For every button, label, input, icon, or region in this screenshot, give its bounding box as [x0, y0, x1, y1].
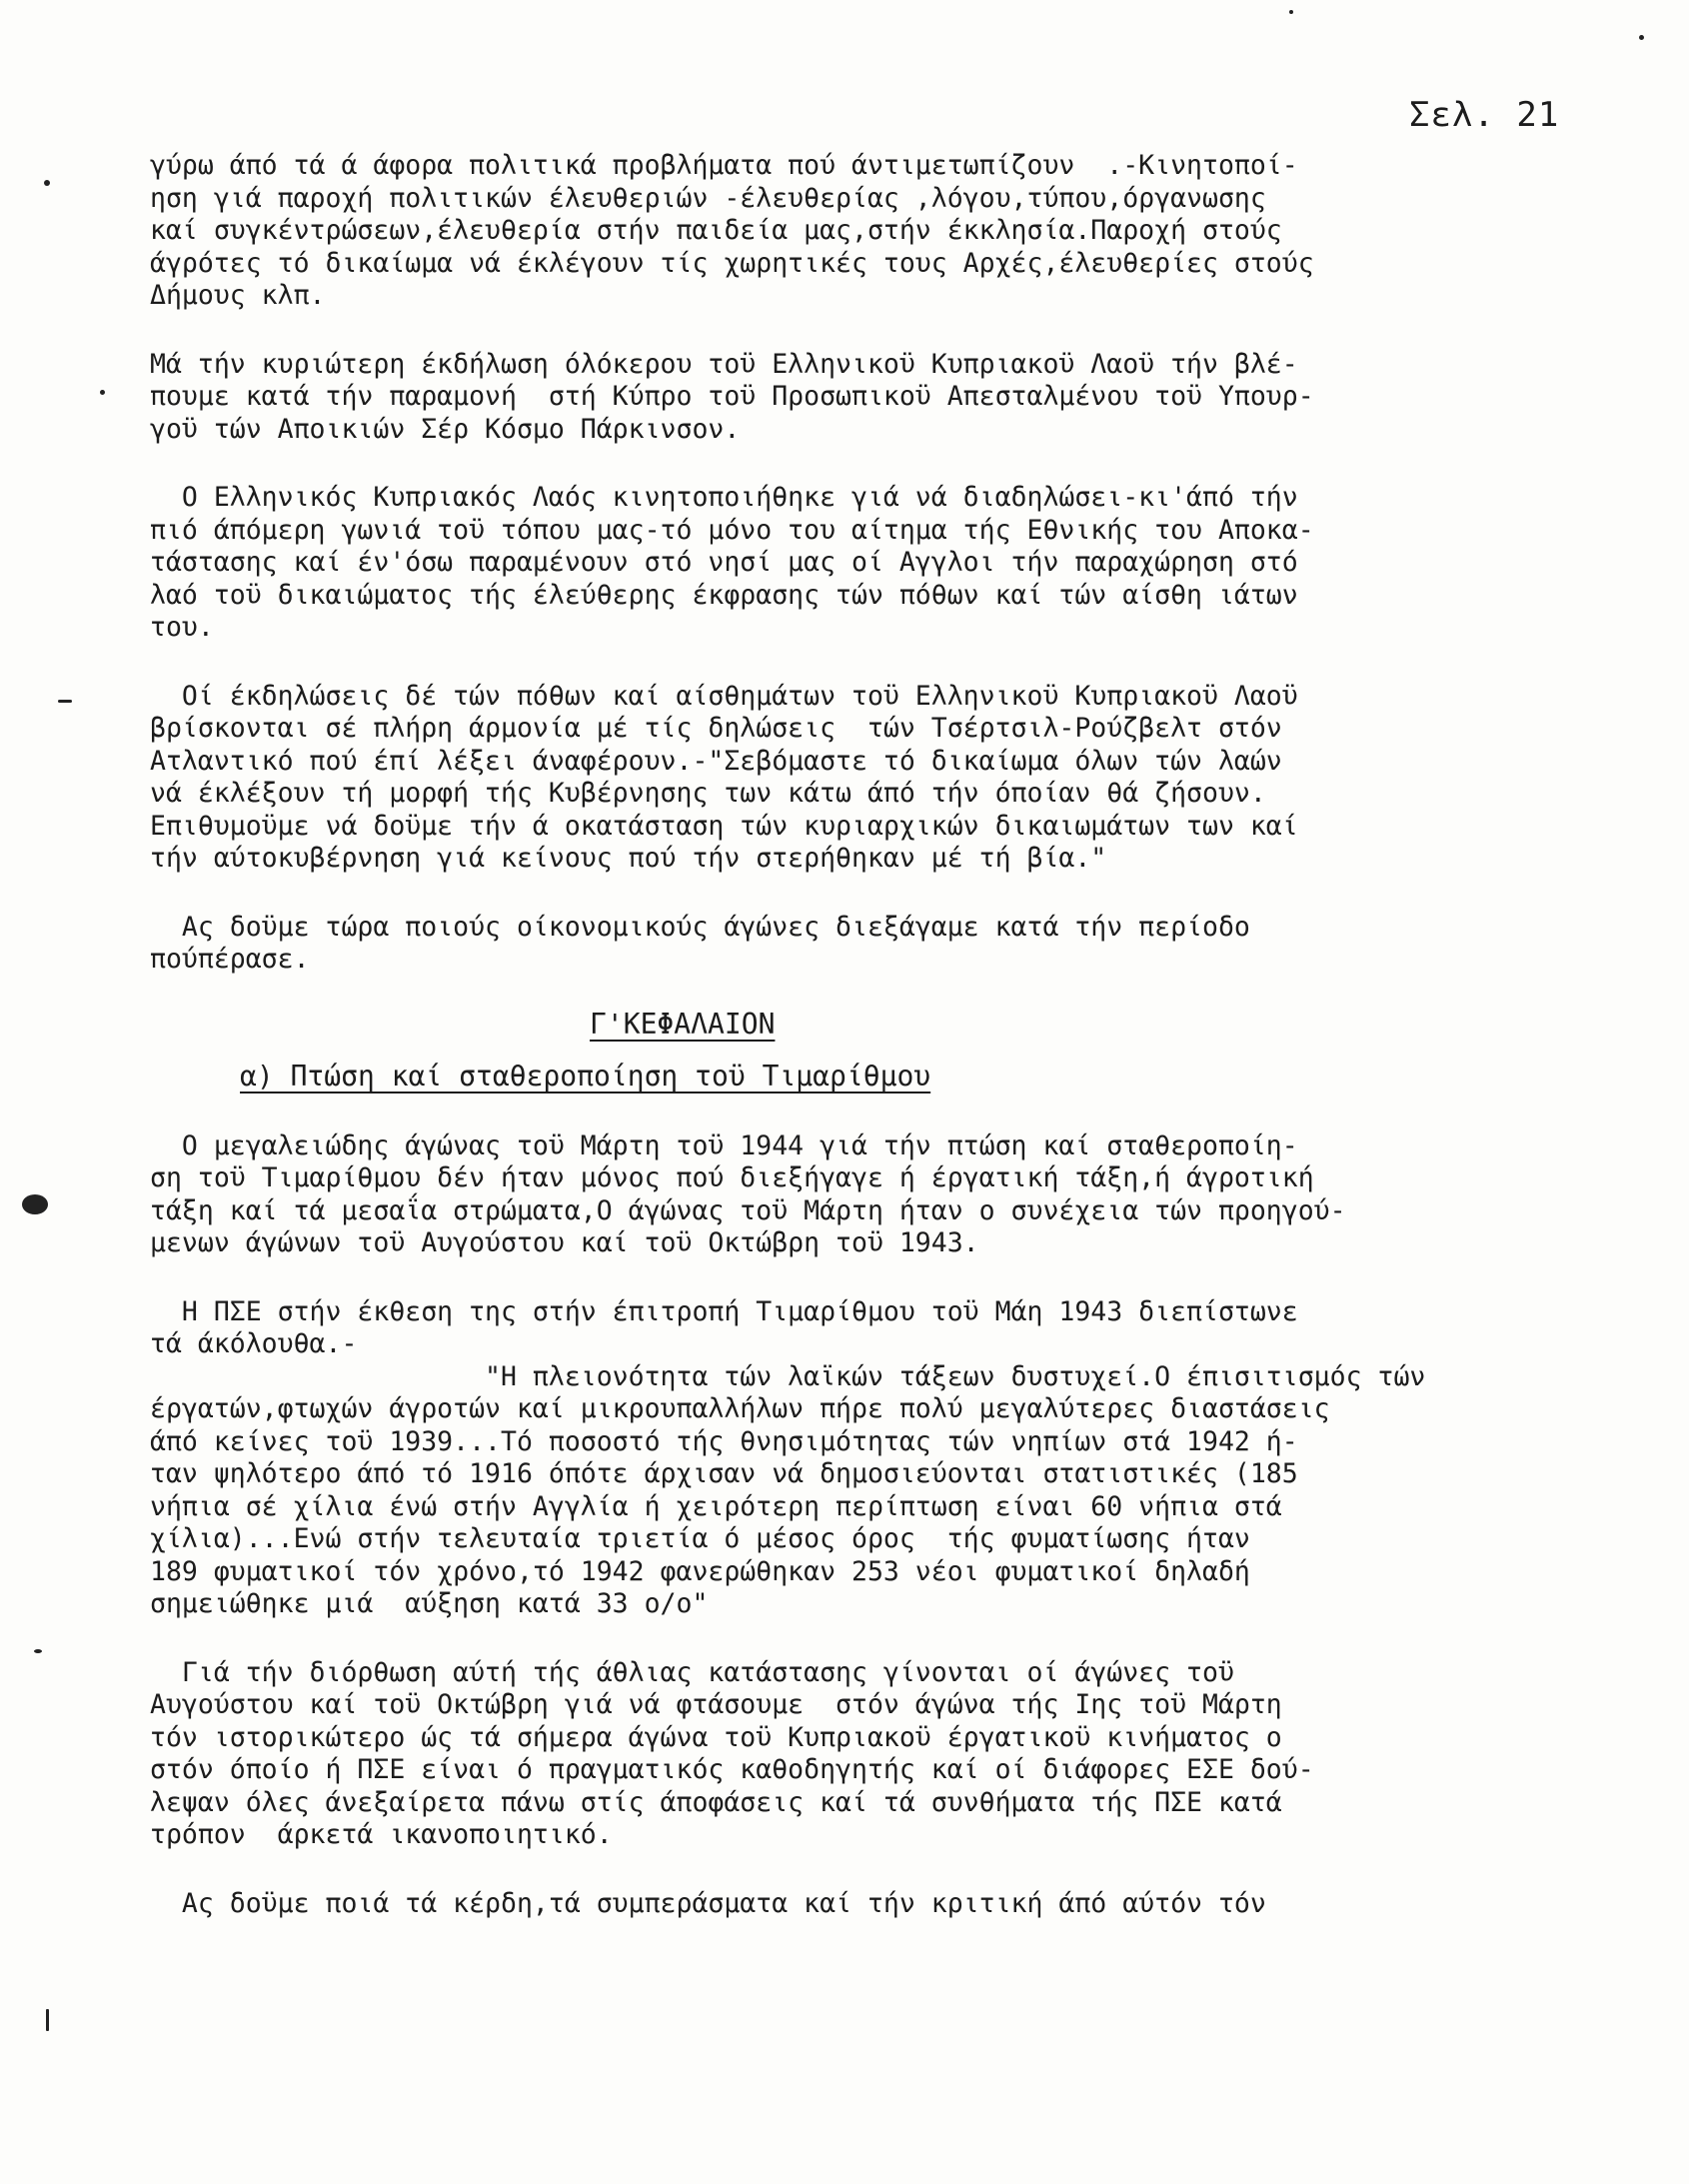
paragraph-5: Ας δοϋμε τώρα ποιούς οίκονομικούς άγώνες διεξάγαμε κατά τήν περίοδο πούπέρασε. — [150, 911, 1250, 975]
margin-speck — [1639, 35, 1644, 40]
paragraph-4: Οί έκδηλώσεις δέ τών πόθων καί αίσθημάτων τοϋ Ελληνικοϋ Κυπριακοϋ Λαοϋ βρίσκονται σέ πλήρη άρμονία μέ τίς δηλώσεις τών Τσέρτσιλ-Ρούζβελτ στόν Ατλαντικό πού έπί λέξει άναφέρουν.-"Σεβόμαστε τό δικαίωμα όλων τών λαών νά έκλέξουν τή μορφή τής Κυβέρνησης των κάτω άπό τήν όποίαν θά ζήσουν. Επιθυμοϋμε νά δοϋμε τήν ά οκατάσταση τών κυριαρχικών δικαιωμάτων των καί τήν αύτοκυβέρνηση γιά κείνους πού τήν στερήθηκαν μέ τή βία." — [150, 680, 1298, 874]
margin-speck — [34, 1649, 42, 1653]
paragraph-7: Η ΠΣΕ στήν έκθεση της στήν έπιτροπή Τιμαρίθμου τοϋ Μάη 1943 διεπίστωνε τά άκόλουθα.- — [150, 1295, 1298, 1359]
chapter-heading: Γ'ΚΕΦΑΛΑΙΟΝ — [590, 1007, 776, 1041]
margin-speck — [1289, 10, 1293, 14]
paragraph-3: Ο Ελληνικός Κυπριακός Λαός κινητοποιήθηκε γιά νά διαδηλώσει-κι'άπό τήν πιό άπόμερη γωνιά τοϋ τόπου μας-τό μόνο του αίτημα τής Εθνικής του Αποκα- τάστασης καί έν'όσω παραμένουν στό νησί μας οί Αγγλοι τήν παραχώρηση στό λαό τοϋ δικαιώματος τής έλεύθερης έκφρασης τών πόθων καί τών αίσθη ιάτων του. — [150, 482, 1314, 643]
paragraph-9: Ας δοϋμε ποιά τά κέρδη,τά συμπεράσματα καί τήν κριτική άπό αύτόν τόν — [150, 1887, 1266, 1919]
margin-speck — [46, 2009, 49, 2031]
paragraph-1: γύρω άπό τά ά άφορα πολιτικά προβλήματα πού άντιμετωπίζουν .-Κινητοποί- ηση γιά παροχή πολιτικών έλευθεριών -έλευθερίας ,λόγου,τύπου,όργανωσης καί συγκέντρώσεων,έλευθερία στήν παιδεία μας,στήν έκκλησία.Παροχή στούς άγρότες τό δικαίωμα νά έκλέγουν τίς χωρητικές τους Αρχές,έλευθερίες στούς Δήμους κλπ. — [150, 150, 1314, 311]
margin-speck — [100, 390, 105, 395]
margin-speck — [58, 700, 72, 703]
paragraph-8: Γιά τήν διόρθωση αύτή τής άθλιας κατάστασης γίνονται οί άγώνες τοϋ Αυγούστου καί τοϋ Οκτώβρη γιά νά φτάσουμε στόν άγώνα τής Ιης τοϋ Μάρτη τόν ιστορικώτερο ώς τά σήμερα άγώνα τοϋ Κυπριακοϋ έργατικοϋ κινήματος ο στόν όποίο ή ΠΣΕ είναι ό πραγματικός καθοδηγητής καί οί διάφορες ΕΣΕ δού- λεψαν όλες άνεξαίρετα πάνω στίς άποφάσεις καί τά συνθήματα τής ΠΣΕ κατά τρόπον άρκετά ικανοποιητικό. — [150, 1656, 1314, 1850]
quotation: "Η πλειονότητα τών λαϊκών τάξεων δυστυχεί.Ο έπισιτισμός τών έργατών,φτωχών άγροτών καί μικρουπαλλήλων πήρε πολύ μεγαλύτερες διαστάσεις άπό κείνες τοϋ 1939...Τό ποσοστό τής θνησιμότητας τών νηπίων στά 1942 ή- ταν ψηλότερο άπό τό 1916 όπότε άρχισαν νά δημοσιεύονται στατιστικές (185 νήπια σέ χίλια ένώ στήν Αγγλία ή χειρότερη περίπτωση είναι 60 νήπια στά χίλια)...Ενώ στήν τελευταία τριετία ό μέσος όρος τής φυματίωσης ήταν 189 φυματικοί τόν χρόνο,τό 1942 φανερώθηκαν 253 νέοι φυματικοί δηλαδή σημειώθηκε μιά αύξηση κατά 33 ο/ο" — [150, 1360, 1426, 1619]
section-heading: α) Πτώση καί σταθεροποίηση τοϋ Τιμαρίθμου — [240, 1059, 931, 1092]
document-body — [150, 150, 1659, 1920]
margin-speck — [44, 180, 50, 186]
paragraph-6: Ο μεγαλειώδης άγώνας τοϋ Μάρτη τοϋ 1944 γιά τήν πτώση καί σταθεροποίη- ση τοϋ Τιμαρίθμου δέν ήταν μόνος πού διεξήγαγε ή έργατική τάξη,ή άγροτική τάξη καί τά μεσαΐα στρώματα,Ο άγώνας τοϋ Μάρτη ήταν ο συνέχεια τών προηγού- μενων άγώνων τοϋ Αυγούστου καί τοϋ Οκτώβρη τοϋ 1943. — [150, 1129, 1346, 1258]
margin-mark — [22, 1194, 48, 1214]
paragraph-2: Μά τήν κυριώτερη έκδήλωση όλόκερου τοϋ Ελληνικοϋ Κυπριακοϋ Λαοϋ τήν βλέ- πουμε κατά τήν παραμονή στή Κύπρο τοϋ Προσωπικοϋ Απεσταλμένου τοϋ Υπουρ- γοϋ τών Αποικιών Σέρ Κόσμο Πάρκινσον. — [150, 348, 1314, 445]
page-number: Σελ. 21 — [1409, 95, 1560, 135]
